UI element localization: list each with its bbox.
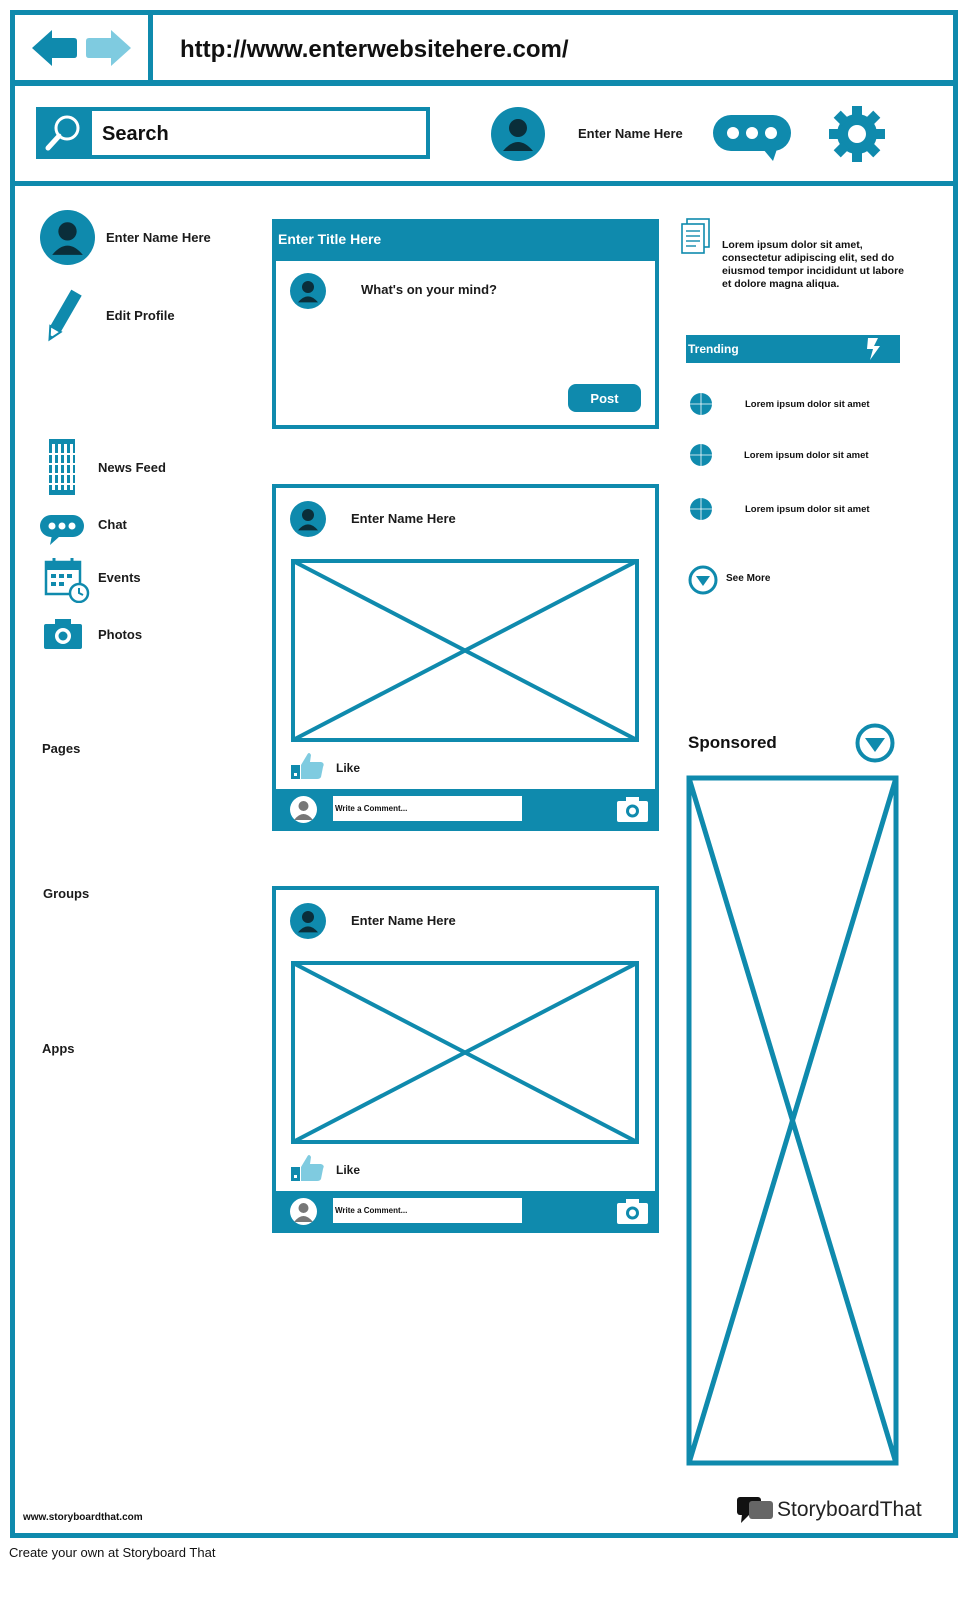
trending-item-globe-icon	[690, 393, 712, 415]
profile-name[interactable]: Enter Name Here	[106, 230, 211, 245]
search-label: Search	[102, 123, 169, 145]
chat-bubble-icon[interactable]	[713, 115, 793, 163]
profile-avatar[interactable]	[40, 210, 95, 265]
see-more-chevron-icon[interactable]	[688, 565, 718, 595]
like-thumb-icon[interactable]	[291, 1153, 325, 1181]
comment-avatar	[290, 796, 317, 823]
footer-brand[interactable]: StoryboardThat	[777, 1498, 922, 1521]
nav-chat[interactable]: Chat	[98, 517, 127, 532]
nav-events[interactable]: Events	[98, 570, 141, 585]
post-author-name[interactable]: Enter Name Here	[351, 913, 456, 928]
sponsored-title: Sponsored	[688, 733, 777, 752]
footer-caption[interactable]: Create your own at Storyboard That	[9, 1545, 216, 1560]
post-button[interactable]: Post	[568, 384, 641, 412]
comment-input[interactable]: Write a Comment...	[333, 796, 522, 821]
forward-arrow-icon[interactable]	[86, 28, 131, 68]
notice-text: Lorem ipsum dolor sit amet, consectetur adipiscing elit, sed do eiusmod tempor incididunt ut labore et dolore magna aliqua.	[722, 239, 905, 290]
trending-item-globe-icon	[690, 444, 712, 466]
sponsored-ad-placeholder[interactable]	[686, 775, 899, 1466]
trending-item-globe-icon	[690, 498, 712, 520]
sponsored-dropdown-icon[interactable]	[855, 723, 895, 763]
camera-icon	[44, 619, 82, 649]
gear-icon[interactable]	[829, 106, 885, 162]
url-text: http://www.enterwebsitehere.com/	[180, 36, 569, 63]
section-apps[interactable]: Apps	[42, 1041, 75, 1056]
lightning-icon	[866, 338, 886, 360]
like-label[interactable]: Like	[336, 1163, 361, 1177]
like-thumb-icon[interactable]	[291, 751, 325, 779]
trending-item[interactable]: Lorem ipsum dolor sit amet	[745, 504, 870, 515]
post-image-placeholder	[291, 559, 639, 742]
like-label[interactable]: Like	[336, 761, 361, 775]
composer-input[interactable]: What's on your mind?	[361, 282, 497, 297]
edit-profile-link[interactable]: Edit Profile	[106, 308, 175, 323]
see-more-link[interactable]: See More	[726, 573, 771, 584]
section-pages[interactable]: Pages	[42, 741, 81, 756]
trending-title: Trending	[688, 342, 739, 356]
comment-avatar	[290, 1198, 317, 1225]
search-icon-box	[36, 107, 92, 159]
post-author-avatar[interactable]	[290, 501, 326, 537]
composer-avatar	[290, 273, 326, 309]
header-user-name[interactable]: Enter Name Here	[578, 126, 683, 141]
comment-camera-icon[interactable]	[617, 1199, 648, 1224]
back-arrow-icon[interactable]	[32, 28, 77, 68]
chat-icon	[40, 515, 84, 545]
search-box[interactable]	[36, 107, 430, 159]
post-author-name[interactable]: Enter Name Here	[351, 511, 456, 526]
section-groups[interactable]: Groups	[43, 886, 90, 901]
footer-site[interactable]: www.storyboardthat.com	[23, 1512, 143, 1523]
composer-header	[272, 219, 659, 261]
composer-title: Enter Title Here	[278, 231, 382, 247]
document-icon	[680, 218, 712, 254]
trending-item[interactable]: Lorem ipsum dolor sit amet	[744, 450, 869, 461]
comment-camera-icon[interactable]	[617, 797, 648, 822]
building-icon	[49, 439, 75, 495]
calendar-icon	[44, 557, 90, 603]
trending-item[interactable]: Lorem ipsum dolor sit amet	[745, 399, 870, 410]
search-icon	[36, 107, 92, 159]
post-author-avatar[interactable]	[290, 903, 326, 939]
header-avatar[interactable]	[491, 107, 545, 161]
storyboardthat-logo-icon	[737, 1495, 775, 1525]
trending-header	[686, 335, 900, 363]
address-bar[interactable]	[148, 10, 958, 85]
nav-photos[interactable]: Photos	[98, 627, 143, 642]
pencil-icon[interactable]	[42, 287, 84, 345]
post-image-placeholder	[291, 961, 639, 1144]
comment-input[interactable]: Write a Comment...	[333, 1198, 522, 1223]
nav-news-feed[interactable]: News Feed	[98, 460, 166, 475]
